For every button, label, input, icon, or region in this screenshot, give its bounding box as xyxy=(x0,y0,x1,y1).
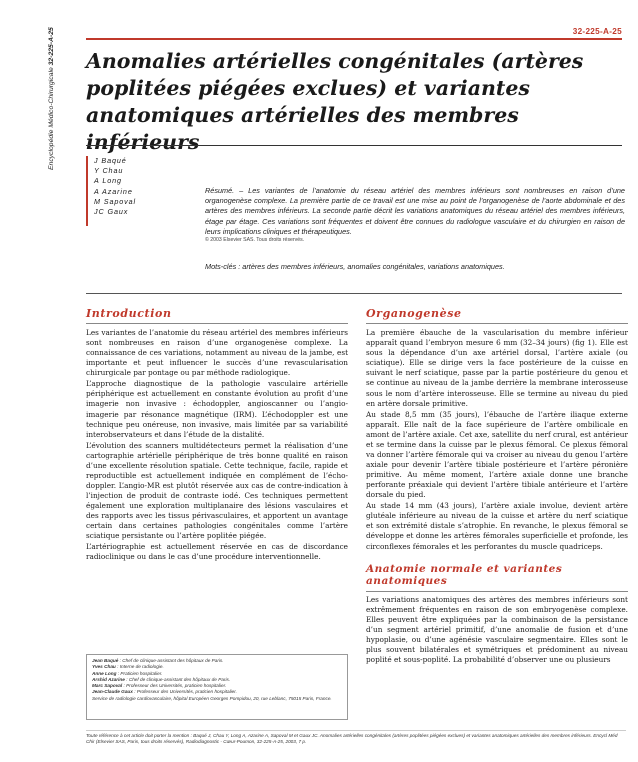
intro-paragraph: L’artériographie est actuellement réservée en cas de discordance radioclinique ou dans le cas d’une procédure interventionnelle. xyxy=(86,542,348,562)
left-column xyxy=(86,307,348,563)
affiliation-line: Jean-Claude Gaux : Professeur des Universités, praticien hospitalier. xyxy=(92,689,237,695)
title-rule xyxy=(86,145,622,146)
author-list xyxy=(86,156,194,226)
intro-paragraph: L’approche diagnostique de la pathologie vasculaire artérielle périphérique est actuellement en constante évolution au profit d’une imagerie non invasive : échodoppler, angioscanner ou l’angio-imagerie par résonance magnétique (IRM). L’échodoppler est une technique peu onéreuse, non invasive, mais limitée par sa variabilité interobservateurs et dans l’étude de la distalité. xyxy=(86,379,348,439)
author: A Long xyxy=(94,176,122,186)
affiliation-line: Service de radiologie cardiovasculaire, hôpital Européen Georges Pompidou, 20, rue Leblanc, 75015 Paris, France. xyxy=(92,695,332,701)
keywords: Mots-clés : artères des membres inférieurs, anomalies congénitales, variations anatomiques. xyxy=(205,262,505,271)
intro-heading: Introduction xyxy=(86,307,348,324)
copyright: © 2003 Elsevier SAS. Tous droits réservés. xyxy=(205,237,305,243)
article-code: 32-225-A-25 xyxy=(572,27,622,36)
author: JC Gaux xyxy=(94,207,129,217)
author: A Azarine xyxy=(94,186,133,196)
side-journal: Encyclopédie Médico-Chirurgicale xyxy=(48,67,55,170)
affiliation-line: Arshid Azarine : Chef de clinique-assistant des hôpitaux de Paris. xyxy=(92,676,231,682)
article-title: Anomalies artérielles congénitales (artères poplitées piégées exclues) et variantes anatomiques artérielles des membres inférieurs xyxy=(86,49,584,154)
author: M Sapoval xyxy=(94,196,137,206)
author: Y Chau xyxy=(94,166,124,176)
anatomie-paragraph: Les variations anatomiques des artères des membres inférieurs sont extrêmement fréquentes en raison de son embryogenèse complexe. Elles peuvent être expliquées par la combinaison de la persistance d’un segment artériel primitif, d’une anomalie de fusion et d’une hypoplasie, ou d’une agénésie vasculaire segmentaire. Elles sont le plus souvent bilatérales et symétriques et prédominent au niveau poplité et sous-poplité. La probabilité d’observer une ou plusieurs xyxy=(366,594,628,665)
organogenese-heading: Organogenèse xyxy=(366,307,628,324)
organogenese-paragraph: Au stade 14 mm (43 jours), l’artère axiale involue, devient artère glutéale inférieure au niveau de la cuisse et artère du nerf sciatique et son extrémité distale s’atrophie. En revanche, le plexus fémoral se développe et donne les artères fémorales superficielle et profonde, les circonflexes fémorales et les perforantes du muscle quadriceps. xyxy=(366,501,628,551)
author-affiliations xyxy=(86,654,348,720)
side-code: 32-225-A-25 xyxy=(48,27,55,66)
intro-paragraph: L’évolution des scanners multidétecteurs permet la réalisation d’une cartographie artérielle périphérique de très bonne qualité en raison d’une excellente résolution spatiale. Cette technique, facile, rapide et reproductible est actuellement indiquée en complément de l’écho-doppler. L’angio-MR est plutôt réservée aux cas de contre-indication à l’injection de produit de contraste iodé. Ces techniques permettent également une exploration multiplanaire des lésions vasculaires et des rapports avec les tissus périvasculaires, et apportent un avantage certain dans certaines pathologies congénitales comme l’artère sciatique persistante ou l’artère poplitée piégée. xyxy=(86,440,348,541)
citation-footer: Toute référence à cet article doit porter la mention : Baqué J, Chau Y, Long A, Azarine A, Sapoval M et Gaux JC. Anomalies artérielles congénitales (artères poplitées piégées exclues) et variantes anatomiques artérielles des membres inférieurs. Encycl Méd Chir (Elsevier SAS, Paris, tous droits réservés), Radiodiagnostic - Cœur-Poumon, 32-225-A-25, 2003, 7 p. xyxy=(86,730,626,745)
affiliation-line: Jean Baqué : Chef de clinique-assistant des hôpitaux de Paris. xyxy=(92,658,224,663)
intro-paragraph: Les variantes de l’anatomie du réseau artériel des membres inférieurs sont nombreuses en raison d’une organogenèse complexe. La connaissance de ces variations, notamment au niveau de la jambe, est importante et peut influencer le succès d’une revascularisation chirurgicale par pontage ou par méthode radiologique. xyxy=(86,328,348,378)
anatomie-heading: Anatomie normale et variantes anatomiques xyxy=(366,563,628,592)
organogenese-paragraph: Au stade 8,5 mm (35 jours), l’ébauche de l’artère iliaque externe apparaît. Elle naît de la face supérieure de l’artère ombilicale en amont de l’artère axiale. Cet axe, satellite du nerf crural, est antérieur et se termine dans la cuisse par le plexus fémoral. Ce plexus fémoral va donner l’artère fémorale qui va croiser au niveau du genou l’artère axiale pour devenir l’artère tibiale postérieure et l’artère péronière primitive. Au même moment, l’artère axiale donne une branche perforante préaxiale qui devient l’artère tibiale antérieure et l’artère dorsale du pied. xyxy=(366,409,628,500)
affiliation-line: Yves Chau : Interne de radiologie. xyxy=(92,664,164,670)
section-rule xyxy=(86,293,622,294)
organogenese-paragraph: La première ébauche de la vascularisation du membre inférieur apparaît quand l’embryon mesure 6 mm (32–34 jours) (fig 1). Elle est sous la dépendance d’un axe artériel dorsal, l’artère axiale (ou sciatique). Elle se dirige vers la face postérieure de la cuisse en suivant le nerf sciatique, passe par la partie postérieure du genou et se continue au niveau de la jambe derrière la membrane interosseuse sous le nom d’artère interosseuse. Elle se termine au niveau du pied en artère dorsale primitive. xyxy=(366,328,628,408)
affiliation-line: Marc Sapoval : Professeur des Universités, praticien hospitalier. xyxy=(92,683,227,689)
top-rule xyxy=(86,38,622,40)
side-reference xyxy=(48,27,55,170)
right-column xyxy=(366,307,628,666)
abstract: Résumé. – Les variantes de l’anatomie du réseau artériel des membres inférieurs sont nombreuses en raison d’une organogenèse complexe. La première partie de ce travail est une mise au point de l’organogenèse de l’aorte abdominale et des artères des membres inférieurs. La seconde partie décrit les variations anatomiques du réseau artériel des membres inférieurs, étage par étage. Ces variations sont fréquentes et doivent être connues du radiologue vasculaire et du chirurgien en raison de leurs implications cliniques et thérapeutiques. xyxy=(205,186,625,236)
author: J Baqué xyxy=(94,156,127,165)
affiliation-line: Anne Long : Praticien hospitalier. xyxy=(92,670,163,676)
